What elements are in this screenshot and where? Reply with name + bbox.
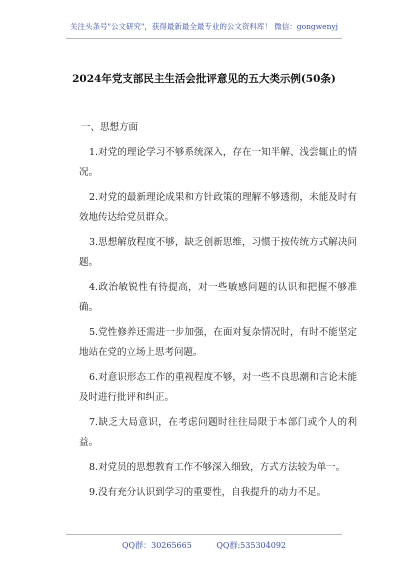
list-item: 3.思想解放程度不够，缺乏创新思维，习惯于按传统方式解决问题。 [79,237,357,268]
list-item: 5.党性修养还需进一步加强，在面对复杂情况时，有时不能坚定地站在党的立场上思考问题。 [79,327,357,358]
list-item: 6.对意识形态工作的重视程度不够，对一些不良思潮和言论未能及时进行批评和纠正。 [79,372,357,403]
footer-qq-group-1: QQ群：30265665 [121,541,192,550]
header-notice: 关注头条号"公文研究"，获得最新最全最专业的公文资料库！ 微信：gongwenyj [70,22,338,31]
list-item: 9.没有充分认识到学习的重要性，自我提升的动力不足。 [89,487,327,498]
list-item: 7.缺乏大局意识，在考虑问题时往往局限于本部门或个人的利益。 [79,417,357,448]
document-title: 2024年党支部民主生活会批评意见的五大类示例(50条) [72,73,336,85]
list-item: 8.对党员的思想教育工作不够深入细致，方式方法较为单一。 [89,462,346,473]
list-item: 4.政治敏锐性有待提高，对一些敏感问题的认识和把握不够准确。 [79,282,357,313]
footer-qq-group-2: QQ群:535304092 [216,541,286,550]
document-body [79,118,357,508]
footer-contacts [0,540,408,552]
section-heading: 一、思想方面 [81,122,139,133]
list-item: 2.对党的最新理论成果和方针政策的理解不够透彻，未能及时有效地传达给党员群众。 [79,192,357,223]
footer-divider [66,534,342,535]
list-item: 1.对党的理论学习不够系统深入，存在一知半解、浅尝辄止的情况。 [79,147,357,178]
header-divider [66,38,342,39]
